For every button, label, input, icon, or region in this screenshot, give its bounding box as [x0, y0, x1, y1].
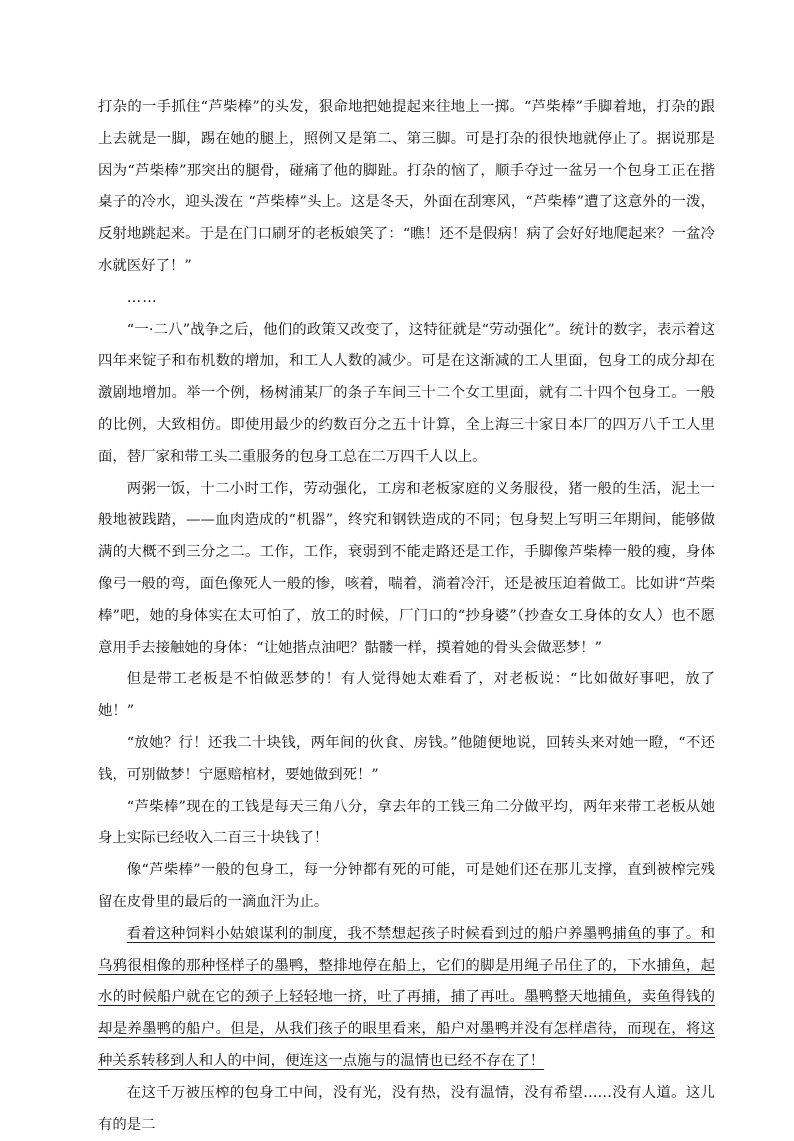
paragraph-ellipsis: …… — [126, 289, 158, 306]
paragraph-1: 打杂的一手抓住“芦柴棒”的头发，狠命地把她提起来往地上一掷。“芦柴棒”手脚着地，打杂的跟上去就是一脚，踢在她的腿上，照例又是第二、第三脚。可是打杂的很快地就停止了。据说那是因为“芦柴棒”那突出的腿骨，碰痛了他的脚趾。打杂的恼了，顺手夺过一盆另一个包身工正在揩桌子的冷水，迎头泼在 “芦柴棒”头上。这是冬天，外面在刮寒风，“芦柴棒”遭了这意外的一泼，反射地跳起来。于是在门口刷牙的老板娘笑了：“瞧！还不是假病！病了会好好地爬起来？一盆冷水就医好了！” — [98, 99, 715, 274]
paragraph-7: “芦柴棒”现在的工钱是每天三角八分，拿去年的工钱三角二分做平均，两年来带工老板从她身上实际已经收入二百三十块钱了！ — [98, 798, 715, 847]
paragraph-4: 两粥一饭，十二小时工作，劳动强化，工房和老板家庭的义务服役，猪一般的生活，泥土一般地被践踏，——血肉造成的“机器”，终究和钢铁造成的不同；包身契上写明三年期间，能够做满的大概不到三分之二。工作，工作，衰弱到不能走路还是工作，手脚像芦柴棒一般的瘦，身体像弓一般的弯，面色像死人一般的惨，咳着，喘着，淌着冷汗，还是被压迫着做工。比如讲“芦柴棒”吧，她的身体实在太可怕了，放工的时候，厂门口的“抄身婆”（抄查女工身体的女人）也不愿意用手去接触她的身体：“让她揩点油吧？骷髅一样，摸着她的骨头会做恶梦！” — [98, 480, 715, 656]
paragraph-5: 但是带工老板是不怕做恶梦的！有人觉得她太难看了，对老板说：“比如做好事吧，放了她！” — [98, 671, 715, 720]
paragraph-6: “放她？行！还我二十块钱，两年间的伙食、房钱。”他随便地说，回转头来对她一瞪，“不还钱，可别做梦！宁愿赔棺材，要她做到死！” — [98, 734, 715, 783]
paragraph-10: 在这千万被压榨的包身工中间，没有光，没有热，没有温情，没有希望……没有人道。这儿有的是二 — [98, 1084, 715, 1133]
paragraph-8: 像“芦柴棒”一般的包身工，每一分钟都有死的可能，可是她们还在那儿支撑，直到被榨完残留在皮骨里的最后的一滴血汗为止。 — [98, 862, 715, 910]
article-body — [98, 92, 715, 1141]
paragraph-3: “一·二八”战争之后，他们的政策又改变了，这特征就是“劳动强化”。统计的数字，表示着这四年来锭子和布机数的增加，和工人人数的减少。可是在这渐减的工人里面，包身工的成分却在激剧地增加。举一个例，杨树浦某厂的条子车间三十二个女工里面，就有二十四个包身工。一般的比例，大致相仿。即使用最少的约数百分之五十计算，全上海三十家日本厂的四万八千工人里面，替厂家和带工头二重服务的包身工总在二万四千人以上。 — [98, 321, 715, 465]
paragraph-underlined: 看着这种饲料小姑娘谋利的制度，我不禁想起孩子时候看到过的船户养墨鸭捕鱼的事了。和乌鸦很相像的那种怪样子的墨鸭，整排地停在船上，它们的脚是用绳子吊住了的，下水捕鱼，起水的时候船户就在它的颈子上轻轻地一挤，吐了再捕，捕了再吐。墨鸭整天地捕鱼，卖鱼得钱的却是养墨鸭的船户。但是，从我们孩子的眼里看来，船户对墨鸭并没有怎样虐待，而现在，将这种关系转移到人和人的中间，便连这一点施与的温情也已经不存在了！ — [98, 925, 715, 1069]
